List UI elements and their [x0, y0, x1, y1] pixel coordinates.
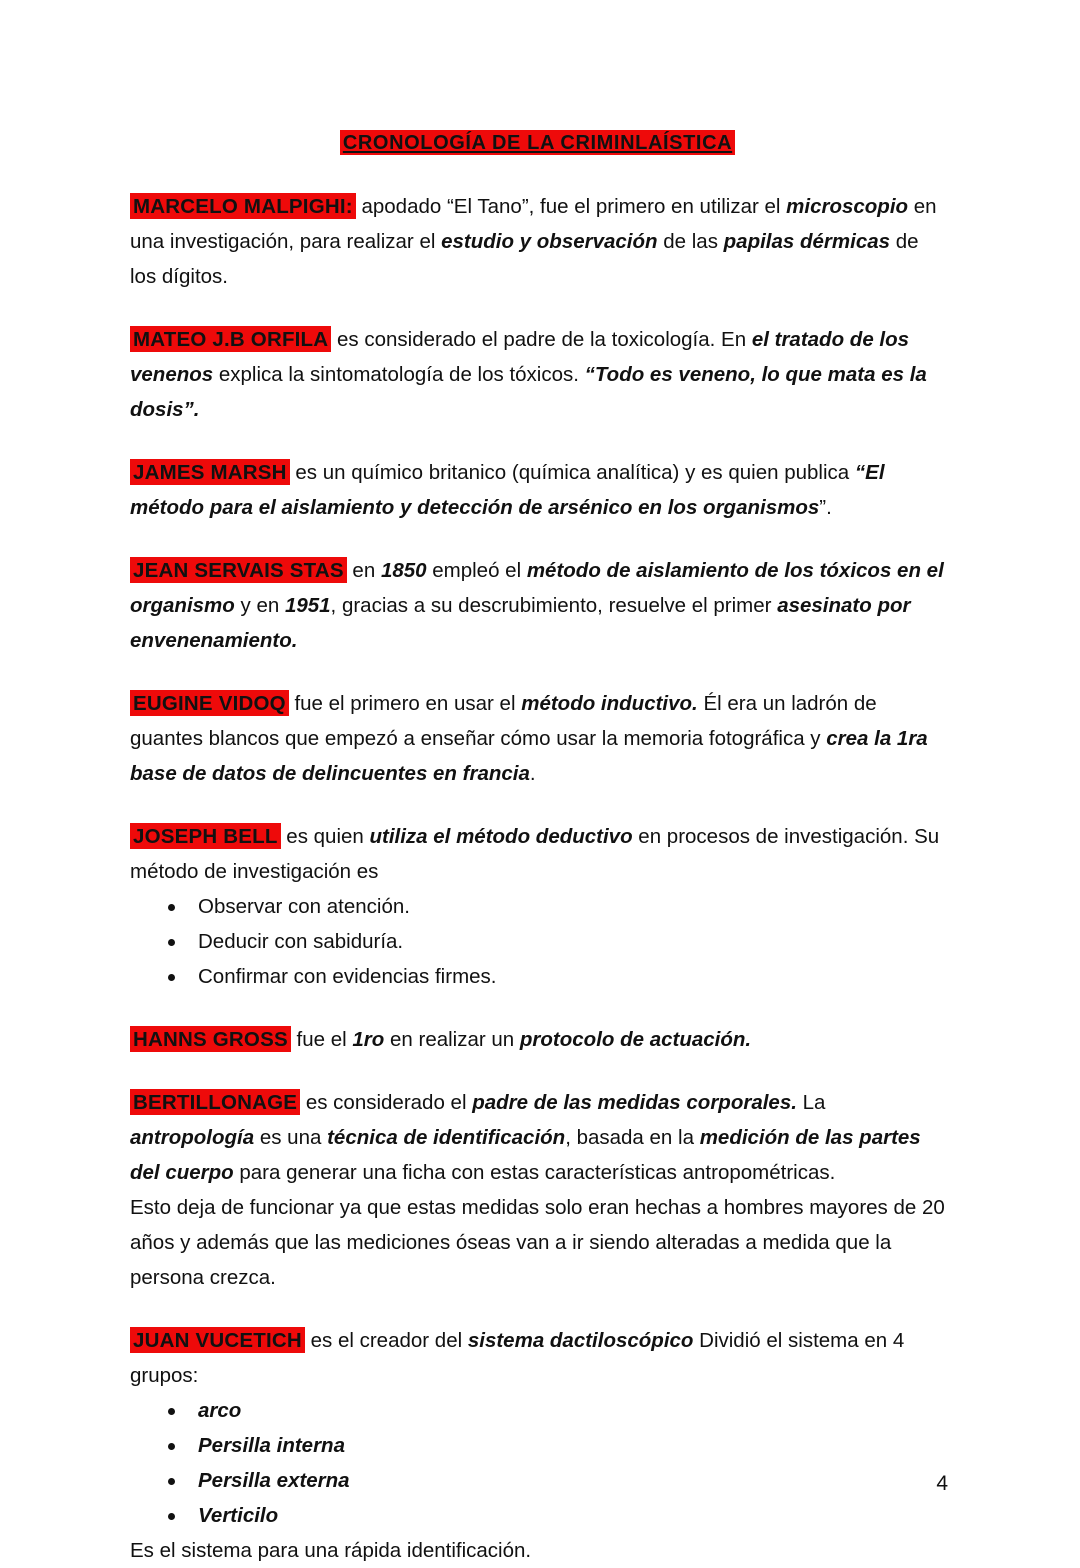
emphasis-run: utiliza el método deductivo [369, 825, 633, 848]
text-run: ”. [819, 496, 832, 519]
emphasis-run: estudio y observación [441, 230, 658, 253]
entry-paragraph [130, 1085, 945, 1190]
entry-name-highlight: JUAN VUCETICH [130, 1327, 305, 1353]
list-item-label: Confirmar con evidencias firmes. [198, 965, 497, 988]
entry-paragraph [130, 553, 945, 658]
text-run: empleó el [426, 559, 527, 582]
emphasis-run: técnica de identificación [327, 1126, 566, 1149]
text-run: . [529, 762, 536, 785]
entry-paragraph [130, 189, 945, 294]
text-run: de las [657, 230, 724, 253]
text-run: en [346, 559, 381, 582]
entry-paragraph [130, 322, 945, 427]
text-run: fue el [290, 1028, 353, 1051]
entry-name-highlight: MATEO J.B ORFILA [130, 326, 331, 352]
list-item-label: Persilla interna [198, 1434, 345, 1457]
entry-name-highlight: HANNS GROSS [130, 1026, 291, 1052]
entry-name-highlight: JAMES MARSH [130, 459, 290, 485]
emphasis-run: el tratado de los venenos [130, 328, 910, 386]
emphasis-run: “El método para el aislamiento y detección de arsénico en los organismos [130, 461, 885, 519]
page-number: 4 [936, 1472, 948, 1495]
list-item-label: Verticilo [198, 1504, 279, 1527]
emphasis-run: 1951 [284, 594, 331, 617]
list-item-label: Deducir con sabiduría. [198, 930, 404, 953]
text-run: , basada en la [565, 1126, 700, 1149]
text-run: es considerado el [300, 1091, 473, 1114]
list-item [130, 1428, 945, 1463]
list-item [130, 889, 945, 924]
list-item [130, 959, 945, 994]
page-title [130, 128, 945, 158]
entry-name-highlight: JEAN SERVAIS STAS [130, 557, 347, 583]
list-item-label: arco [198, 1399, 242, 1422]
entry-name-highlight: JOSEPH BELL [130, 823, 281, 849]
emphasis-run: microscopio [786, 195, 909, 218]
entry-closing-line: Es el sistema para una rápida identificación. [130, 1539, 532, 1562]
text-run: es quien [280, 825, 370, 848]
emphasis-run: papilas dérmicas [723, 230, 891, 253]
text-run: apodado “El Tano”, fue el primero en utilizar el [355, 195, 787, 218]
emphasis-run: medición de las partes del cuerpo [130, 1126, 921, 1184]
text-run: en una investigación, para realizar el [130, 195, 937, 253]
text-run: , gracias a su descrubimiento, resuelve el primer [330, 594, 778, 617]
list-item-label: Persilla externa [198, 1469, 350, 1492]
entry-bullet-list [130, 889, 945, 994]
text-run: de los dígitos. [130, 230, 919, 288]
list-item [130, 1498, 945, 1533]
page-title-highlight: CRONOLOGÍA DE LA CRIMINLAÍSTICA [340, 130, 735, 155]
emphasis-run: 1850 [380, 559, 427, 582]
entry-name-highlight: BERTILLONAGE [130, 1089, 300, 1115]
emphasis-run: padre de las medidas corporales. [472, 1091, 797, 1114]
text-run: es el creador del [304, 1329, 468, 1352]
text-run: fue el primero en usar el [288, 692, 522, 715]
text-run: en realizar un [384, 1028, 520, 1051]
list-item [130, 1463, 945, 1498]
emphasis-run: método inductivo. [521, 692, 698, 715]
text-run: y en [234, 594, 285, 617]
text-run: es considerado el padre de la toxicología. En [331, 328, 752, 351]
entry-paragraph [130, 1323, 945, 1393]
list-item-label: Observar con atención. [198, 895, 410, 918]
emphasis-run: método de aislamiento de los tóxicos en el organismo [130, 559, 944, 617]
entry-paragraph [130, 1022, 945, 1057]
document-body [130, 189, 945, 1568]
text-run: explica la sintomatología de los tóxicos. [213, 363, 585, 386]
entry-paragraph [130, 686, 945, 791]
emphasis-run: antropología [130, 1126, 255, 1149]
text-run: para generar una ficha con estas características antropométricas. [233, 1161, 836, 1184]
text-run: Él era un ladrón de guantes blancos que empezó a enseñar cómo usar la memoria fotográfica y [130, 692, 877, 750]
list-item [130, 1393, 945, 1428]
text-run: en procesos de investigación. Su método de investigación es [130, 825, 940, 883]
entry-paragraph [130, 819, 945, 889]
entry-name-highlight: EUGINE VIDOQ [130, 690, 289, 716]
entry-bullet-list [130, 1393, 945, 1533]
emphasis-run: “Todo es veneno, lo que mata es la dosis”. [130, 363, 927, 421]
emphasis-run: sistema dactiloscópico [467, 1329, 694, 1352]
list-item [130, 924, 945, 959]
emphasis-run: asesinato por envenenamiento. [130, 594, 911, 652]
entry-name-highlight: MARCELO MALPIGHI: [130, 193, 356, 219]
emphasis-run: protocolo de actuación. [519, 1028, 752, 1051]
text-run: es una [254, 1126, 328, 1149]
text-run: Dividió el sistema en 4 grupos: [130, 1329, 905, 1387]
emphasis-run: crea la 1ra base de datos de delincuentes en francia [130, 727, 928, 785]
emphasis-run: 1ro [352, 1028, 385, 1051]
entry-extra-paragraph: Esto deja de funcionar ya que estas medidas solo eran hechas a hombres mayores de 20 años y además que las mediciones óseas van a ir siendo alteradas a medida que la persona crezca. [130, 1196, 945, 1289]
text-run: La [796, 1091, 826, 1114]
entry-paragraph [130, 455, 945, 525]
text-run: es un químico britanico (química analítica) y es quien publica [289, 461, 855, 484]
